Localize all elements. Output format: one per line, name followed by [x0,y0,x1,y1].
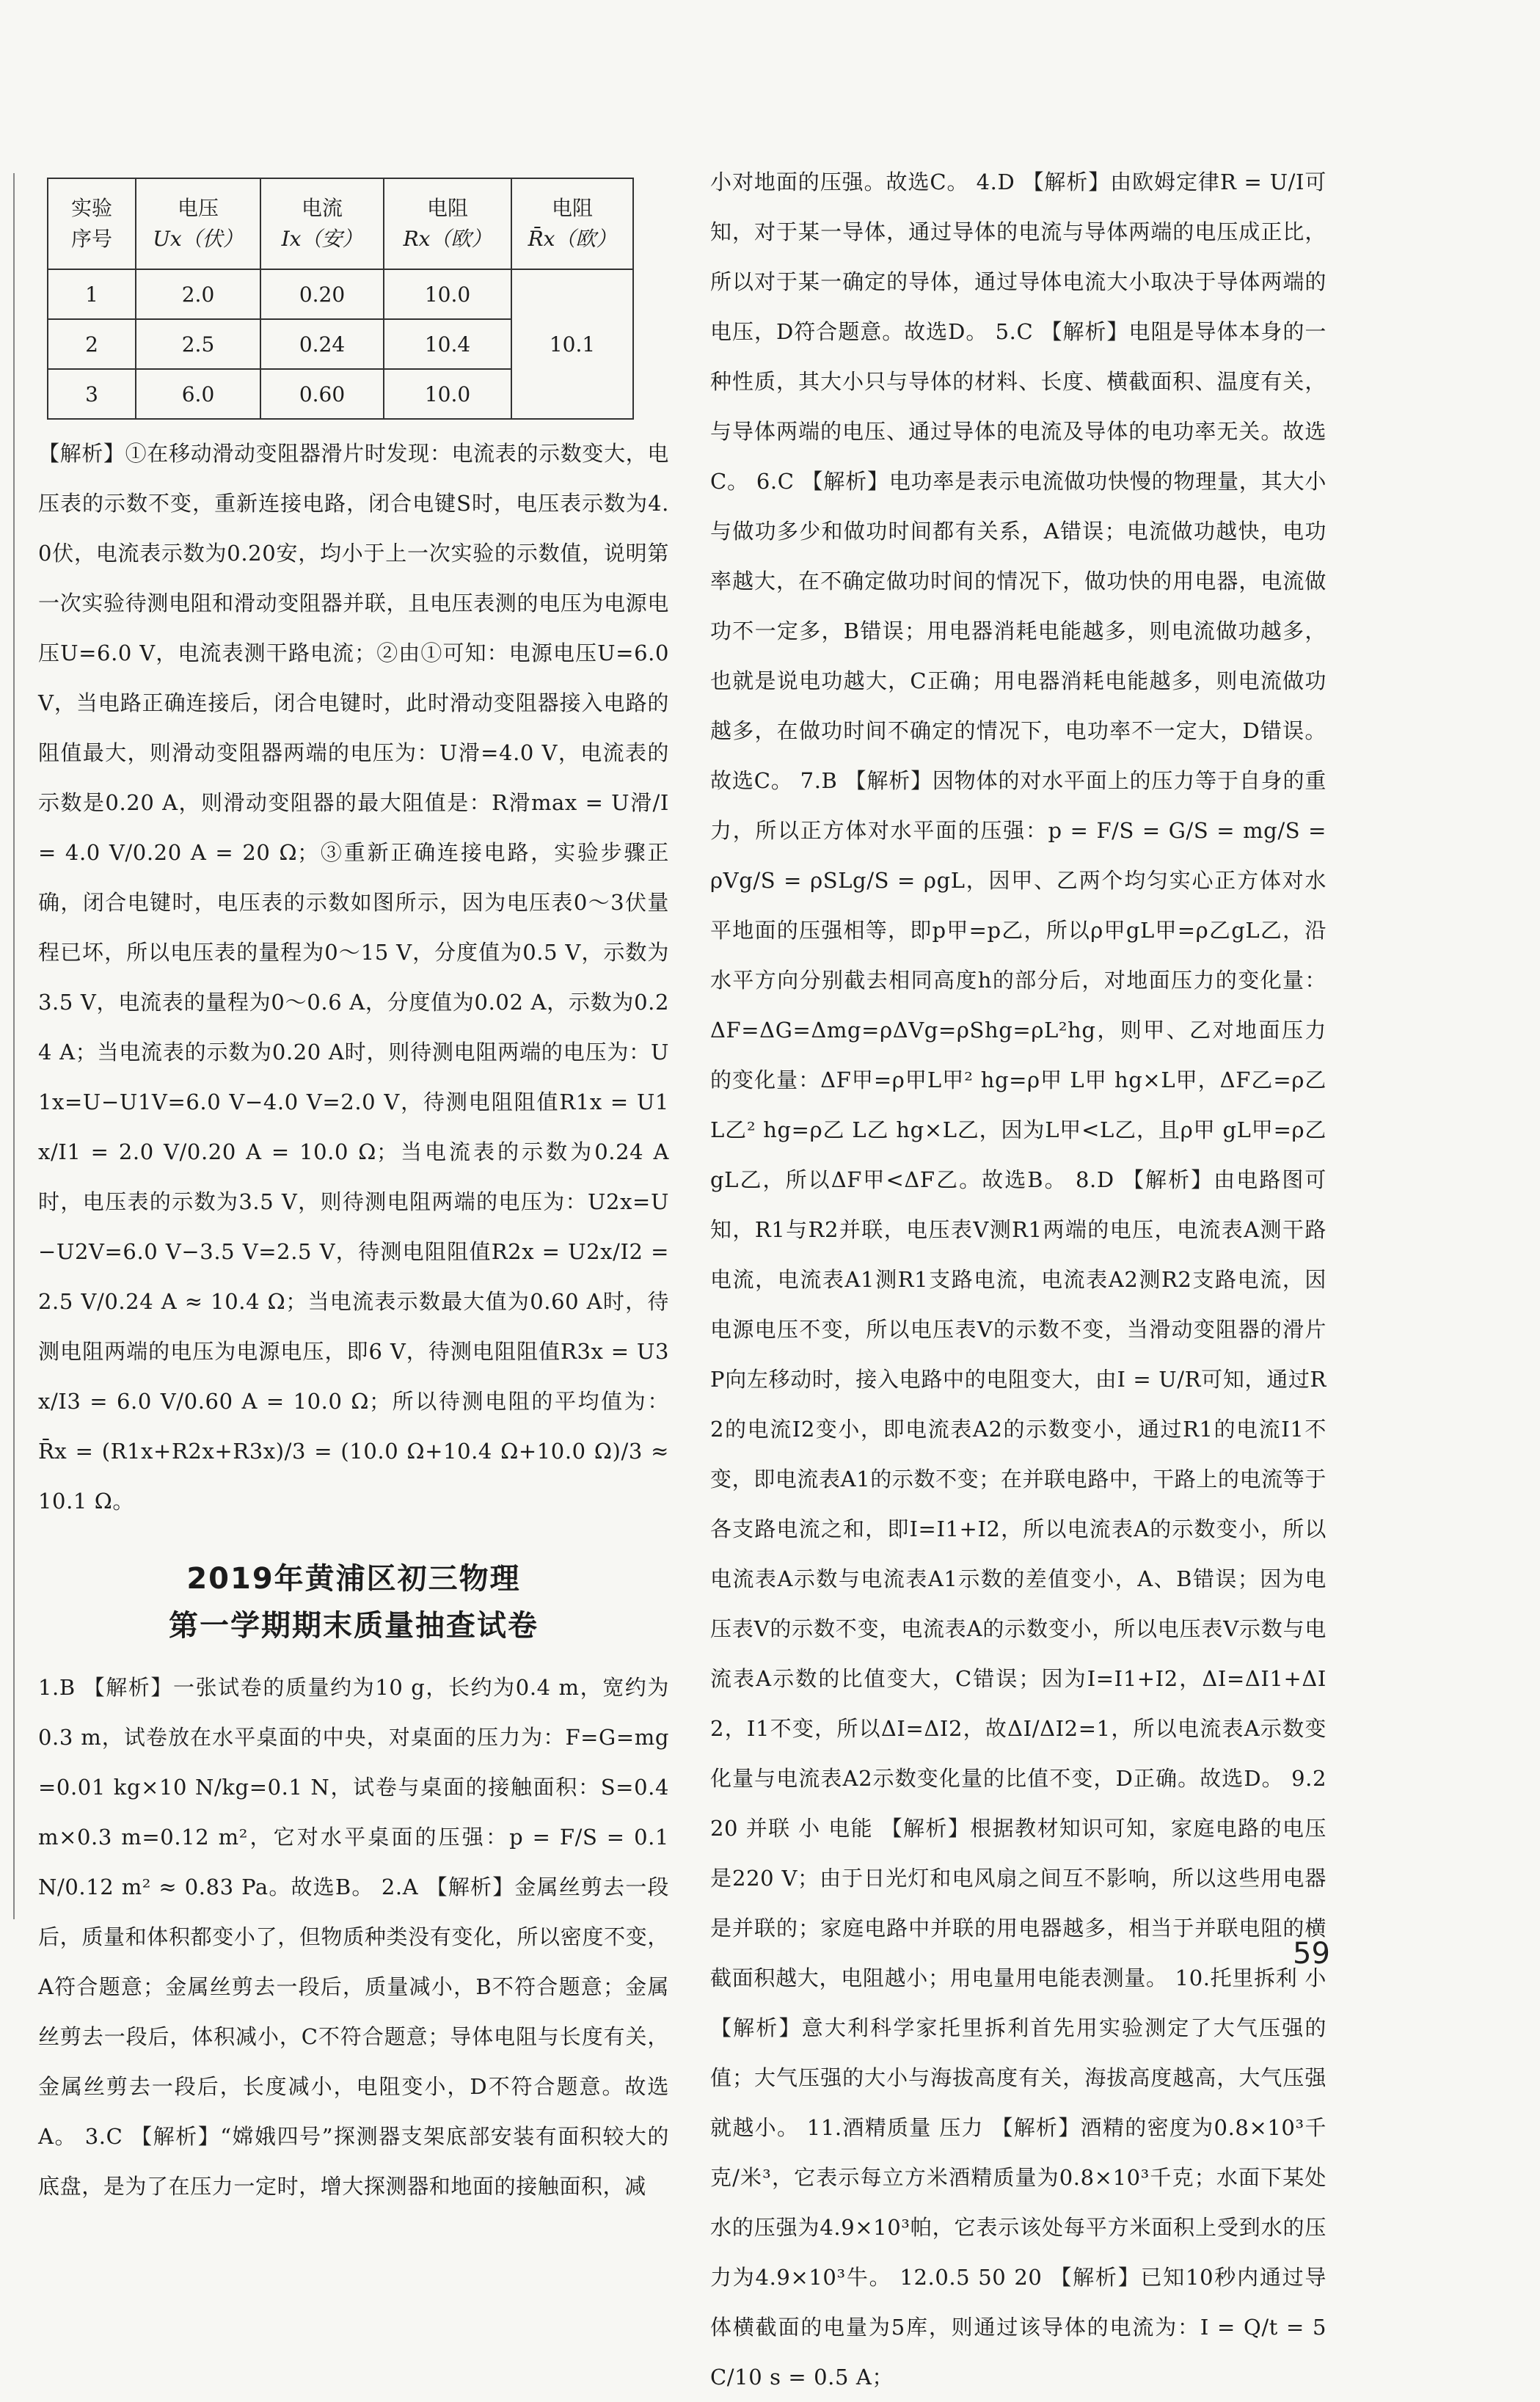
answers-paragraph-left: 1.B 【解析】一张试卷的质量约为10 g，长约为0.4 m，宽约为0.3 m，试卷放在水平桌面的中央，对桌面的压力为：F=G=mg=0.01 kg×10 N/kg=0.1 N，试卷与桌面的接触面积：S=0.4 m×0.3 m=0.12 m²，它对水平桌面的压强：p = F/S = 0.1 N/0.12 m² ≈ 0.83 Pa。故选B。 2.A 【解析】金属丝剪去一段后，质量和体积都变小了，但物质种类没有变化，所以密度不变，A符合题意；金属丝剪去一段后，质量减小，B不符合题意；金属丝剪去一段后，体积减小，C不符合题意；导体电阻与长度有关，金属丝剪去一段后，长度减小，电阻变小，D不符合题意。故选A。 3.C 【解析】“嫦娥四号”探测器支架底部安装有面积较大的底盘，是为了在压力一定时，增大探测器和地面的接触面积，减 [38,1675,669,2199]
heading-line-2: 第一学期期末质量抽查试卷 [169,1609,539,1643]
header-line: 电压 [177,196,219,220]
header-resistance [384,178,511,269]
header-line: 序号 [70,227,112,251]
cell-resistance: 10.4 [384,319,511,369]
cell-trial-no: 3 [48,369,136,419]
header-line: Ix（安） [281,227,363,251]
cell-voltage: 2.0 [136,269,260,319]
cell-resistance: 10.0 [384,369,511,419]
cell-resistance: 10.0 [384,269,511,319]
header-average-resistance [511,178,633,269]
header-line: Rx（欧） [403,227,492,251]
answers-paragraph-right: 小对地面的压强。故选C。 4.D 【解析】由欧姆定律R = U/I可知，对于某一导体，通过导体的电流与导体两端的电压成正比，所以对于某一确定的导体，通过导体电流大小取决于导体两端的电压，D符合题意。故选D。 5.C 【解析】电阻是导体本身的一种性质，其大小只与导体的材料、长度、横截面积、温度有关，与导体两端的电压、通过导体的电流及导体的电功率无关。故选C。 6.C 【解析】电功率是表示电流做功快慢的物理量，其大小与做功多少和做功时间都有关系，A错误；电流做功越快，电功率越大，在不确定做功时间的情况下，做功快的用电器，电流做功不一定多，B错误；用电器消耗电能越多，则电流做功越多，也就是说电功越大，C正确；用电器消耗电能越多，则电流做功越多，在做功时间不确定的情况下，电功率不一定大，D错误。故选C。 7.B 【解析】因物体的对水平面上的压力等于自身的重力，所以正方体对水平面的压强：p = F/S = G/S = mg/S = ρVg/S = ρSLg/S = ρgL，因甲、乙两个均匀实心正方体对水平地面的压强相等，即p甲=p乙，所以ρ甲gL甲=ρ乙gL乙，沿水平方向分别截去相同高度h的部分后，对地面压力的变化量：ΔF=ΔG=Δmg=ρΔVg=ρShg=ρL²hg，则甲、乙对地面压力的变化量：ΔF甲=ρ甲L甲² hg=ρ甲 L甲 hg×L甲，ΔF乙=ρ乙 L乙² hg=ρ乙 L乙 hg×L乙，因为L甲<L乙，且ρ甲 gL甲=ρ乙 gL乙，所以ΔF甲<ΔF乙。故选B。 8.D 【解析】由电路图可知，R1与R2并联，电压表V测R1两端的电压，电流表A测干路电流，电流表A1测R1支路电流，电流表A2测R2支路电流，因电源电压不变，所以电压表V的示数不变，当滑动变阻器的滑片P向左移动时，接入电路中的电阻变大，由I = U/R可知，通过R2的电流I2变小，即电流表A2的示数变小，通过R1的电流I1不变，即电流表A1的示数不变；在并联电路中，干路上的电流等于各支路电流之和，即I=I1+I2，所以电流表A的示数变小，所以电流表A示数与电流表A1示数的差值变小，A、B错误；因为电压表V的示数不变，电流表A的示数变小，所以电压表V示数与电流表A示数的比值变大，C错误；因为I=I1+I2，ΔI=ΔI1+ΔI2，I1不变，所以ΔI=ΔI2，故ΔI/ΔI2=1，所以电流表A示数变化量与电流表A2示数变化量的比值不变，D正确。故选D。 9.220 并联 小 电能 【解析】根据教材知识可知，家庭电路的电压是220 V；由于日光灯和电风扇之间互不影响，所以这些用电器是并联的；家庭电路中并联的用电器越多，相当于并联电阻的横截面积越大，电阻越小；用电量用电能表测量。 10.托里拆利 小 【解析】意大利科学家托里拆利首先用实验测定了大气压强的值；大气压强的大小与海拔高度有关，海拔高度越高，大气压强就越小。 11.酒精质量 压力 【解析】酒精的密度为0.8×10³千克/米³，它表示每立方米酒精质量为0.8×10³千克；水面下某处水的压强为4.9×10³帕，它表示该处每平方米面积上受到水的压力为4.9×10³牛。 12.0.5 50 20 【解析】已知10秒内通过导体横截面的电量为5库，则通过该导体的电流为：I = Q/t = 5 C/10 s = 0.5 A； [710,169,1326,2390]
header-line: 电流 [301,196,343,220]
right-column [710,157,1326,2402]
section-heading [38,1555,669,1649]
cell-current: 0.24 [260,319,384,369]
analysis-paragraph: 【解析】①在移动滑动变阻器滑片时发现：电流表的示数变大，电压表的示数不变，重新连接电路，闭合电键S时，电压表示数为4.0伏，电流表示数为0.20安，均小于上一次实验的示数值，说明第一次实验待测电阻和滑动变阻器并联，且电压表测的电压为电源电压U=6.0 V，电流表测干路电流；②由①可知：电源电压U=6.0 V，当电路正确连接后，闭合电键时，此时滑动变阻器接入电路的阻值最大，则滑动变阻器两端的电压为：U滑=4.0 V，电流表的示数是0.20 A，则滑动变阻器的最大阻值是：R滑max = U滑/I = 4.0 V/0.20 A = 20 Ω；③重新正确连接电路，实验步骤正确，闭合电键时，电压表的示数如图所示，因为电压表0～3伏量程已坏，所以电压表的量程为0～15 V，分度值为0.5 V，示数为3.5 V，电流表的量程为0～0.6 A，分度值为0.02 A，示数为0.24 A；当电流表的示数为0.20 A时，则待测电阻两端的电压为：U1x=U−U1V=6.0 V−4.0 V=2.0 V，待测电阻阻值R1x = U1x/I1 = 2.0 V/0.20 A = 10.0 Ω；当电流表的示数为0.24 A时，电压表的示数为3.5 V，则待测电阻两端的电压为：U2x=U−U2V=6.0 V−3.5 V=2.5 V，待测电阻阻值R2x = U2x/I2 = 2.5 V/0.24 A ≈ 10.4 Ω；当电流表示数最大值为0.60 A时，待测电阻两端的电压为电源电压，即6 V，待测电阻阻值R3x = U3x/I3 = 6.0 V/0.60 A = 10.0 Ω；所以待测电阻的平均值为：R̄x = (R1x+R2x+R3x)/3 = (10.0 Ω+10.4 Ω+10.0 Ω)/3 ≈ 10.1 Ω。 [38,441,669,1514]
header-line: 电阻 [426,196,468,220]
cell-voltage: 2.5 [136,319,260,369]
header-voltage [136,178,260,269]
table-header-row [48,178,633,269]
cell-voltage: 6.0 [136,369,260,419]
left-column [38,154,669,2211]
experiment-table [47,178,634,420]
column-rule [13,173,15,1919]
header-line: 电阻 [551,196,593,220]
cell-current: 0.60 [260,369,384,419]
cell-average-resistance: 10.1 [511,269,633,419]
cell-current: 0.20 [260,269,384,319]
header-trial-no [48,178,136,269]
header-line: R̄x（欧） [528,227,617,251]
cell-trial-no: 2 [48,319,136,369]
heading-line-1: 2019年黄浦区初三物理 [186,1562,521,1596]
header-current [260,178,384,269]
header-line: Ux（伏） [153,227,244,251]
cell-trial-no: 1 [48,269,136,319]
page-number: 59 [1293,1937,1330,1971]
header-line: 实验 [70,196,112,220]
table-row [48,269,633,319]
